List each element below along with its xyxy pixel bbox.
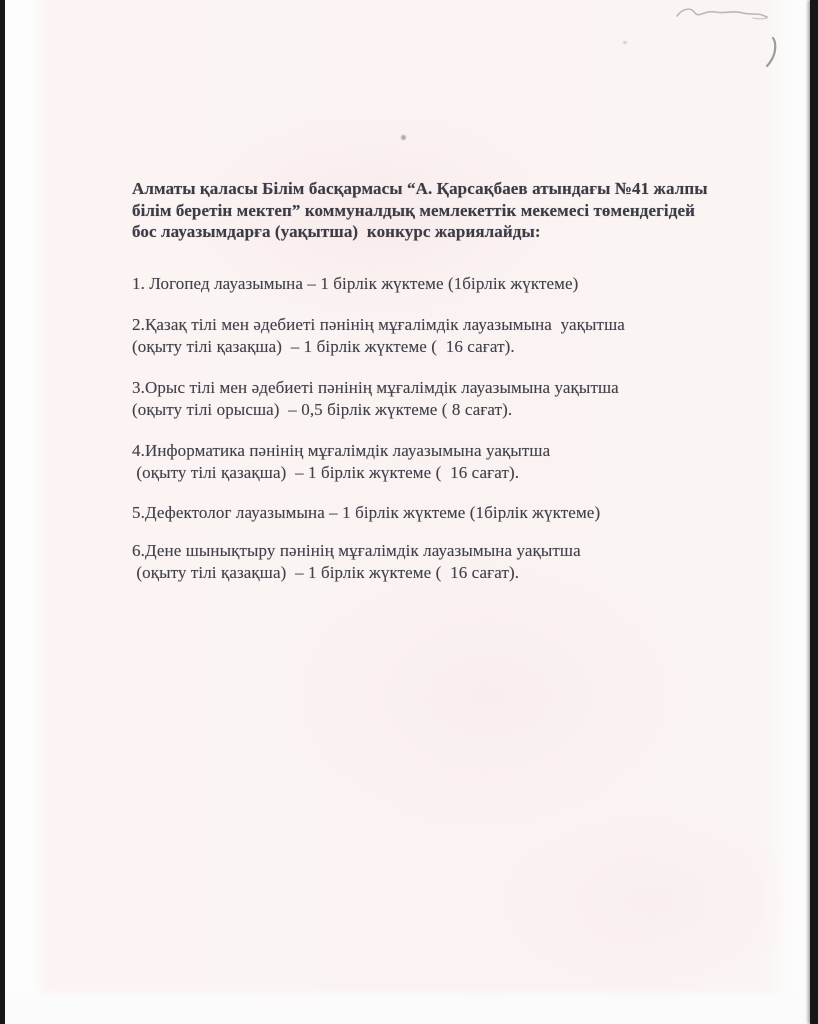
vacancy-item-6 <box>132 540 581 584</box>
scan-speck <box>401 135 406 140</box>
paper-sheet <box>5 0 810 1024</box>
vacancy-item-5 <box>132 502 600 524</box>
scan-speck <box>623 41 627 44</box>
vacancy-item-line: (оқыту тілі қазақша) – 1 бірлік жүктеме ( 16 сағат). <box>132 463 520 482</box>
pen-tick-mark <box>767 38 775 66</box>
vacancy-item-line: 5.Дефектолог лауазымына – 1 бірлік жүктеме (1бірлік жүктеме) <box>132 503 601 522</box>
vacancy-item-line: 3.Орыс тілі мен әдебиеті пәнінің мұғалімдік лауазымына уақытша <box>132 378 619 397</box>
vacancy-item-line: (оқыту тілі қазақша) – 1 бірлік жүктеме ( 16 сағат). <box>132 563 520 582</box>
vacancy-item-line: 1. Логопед лауазымына – 1 бірлік жүктеме (1бірлік жүктеме) <box>132 274 579 293</box>
handwriting-squiggle <box>5 0 818 120</box>
vacancy-item-4 <box>132 440 550 484</box>
vacancy-item-line: (оқыту тілі орысша) – 0,5 бірлік жүктеме ( 8 сағат). <box>132 400 513 419</box>
vacancy-item-line: 6.Дене шынықтыру пәнінің мұғалімдік лауазымына уақытша <box>132 541 581 560</box>
announcement-heading <box>132 178 752 243</box>
vacancy-item-line: (оқыту тілі қазақша) – 1 бірлік жүктеме ( 16 сағат). <box>132 337 515 356</box>
vacancy-item-2 <box>132 314 625 358</box>
scanner-edge-right <box>810 0 818 1024</box>
vacancy-item-3 <box>132 377 619 421</box>
heading-line: Алматы қаласы Білім басқармасы “А. Қарсақбаев атындағы №41 жалпы <box>132 179 708 198</box>
heading-line: бос лауазымдарға (уақытша) конкурс жариялайды: <box>132 222 541 241</box>
vacancy-item-line: 4.Информатика пәнінің мұғалімдік лауазымына уақытша <box>132 441 551 460</box>
scanner-edge-left <box>0 0 5 1024</box>
vacancy-item-line: 2.Қазақ тілі мен әдебиеті пәнінің мұғалімдік лауазымына уақытша <box>132 315 625 334</box>
heading-line: білім беретін мектеп” коммуналдық мемлекеттік мекемесі төмендегідей <box>132 200 695 220</box>
vacancy-item-1 <box>132 273 578 295</box>
